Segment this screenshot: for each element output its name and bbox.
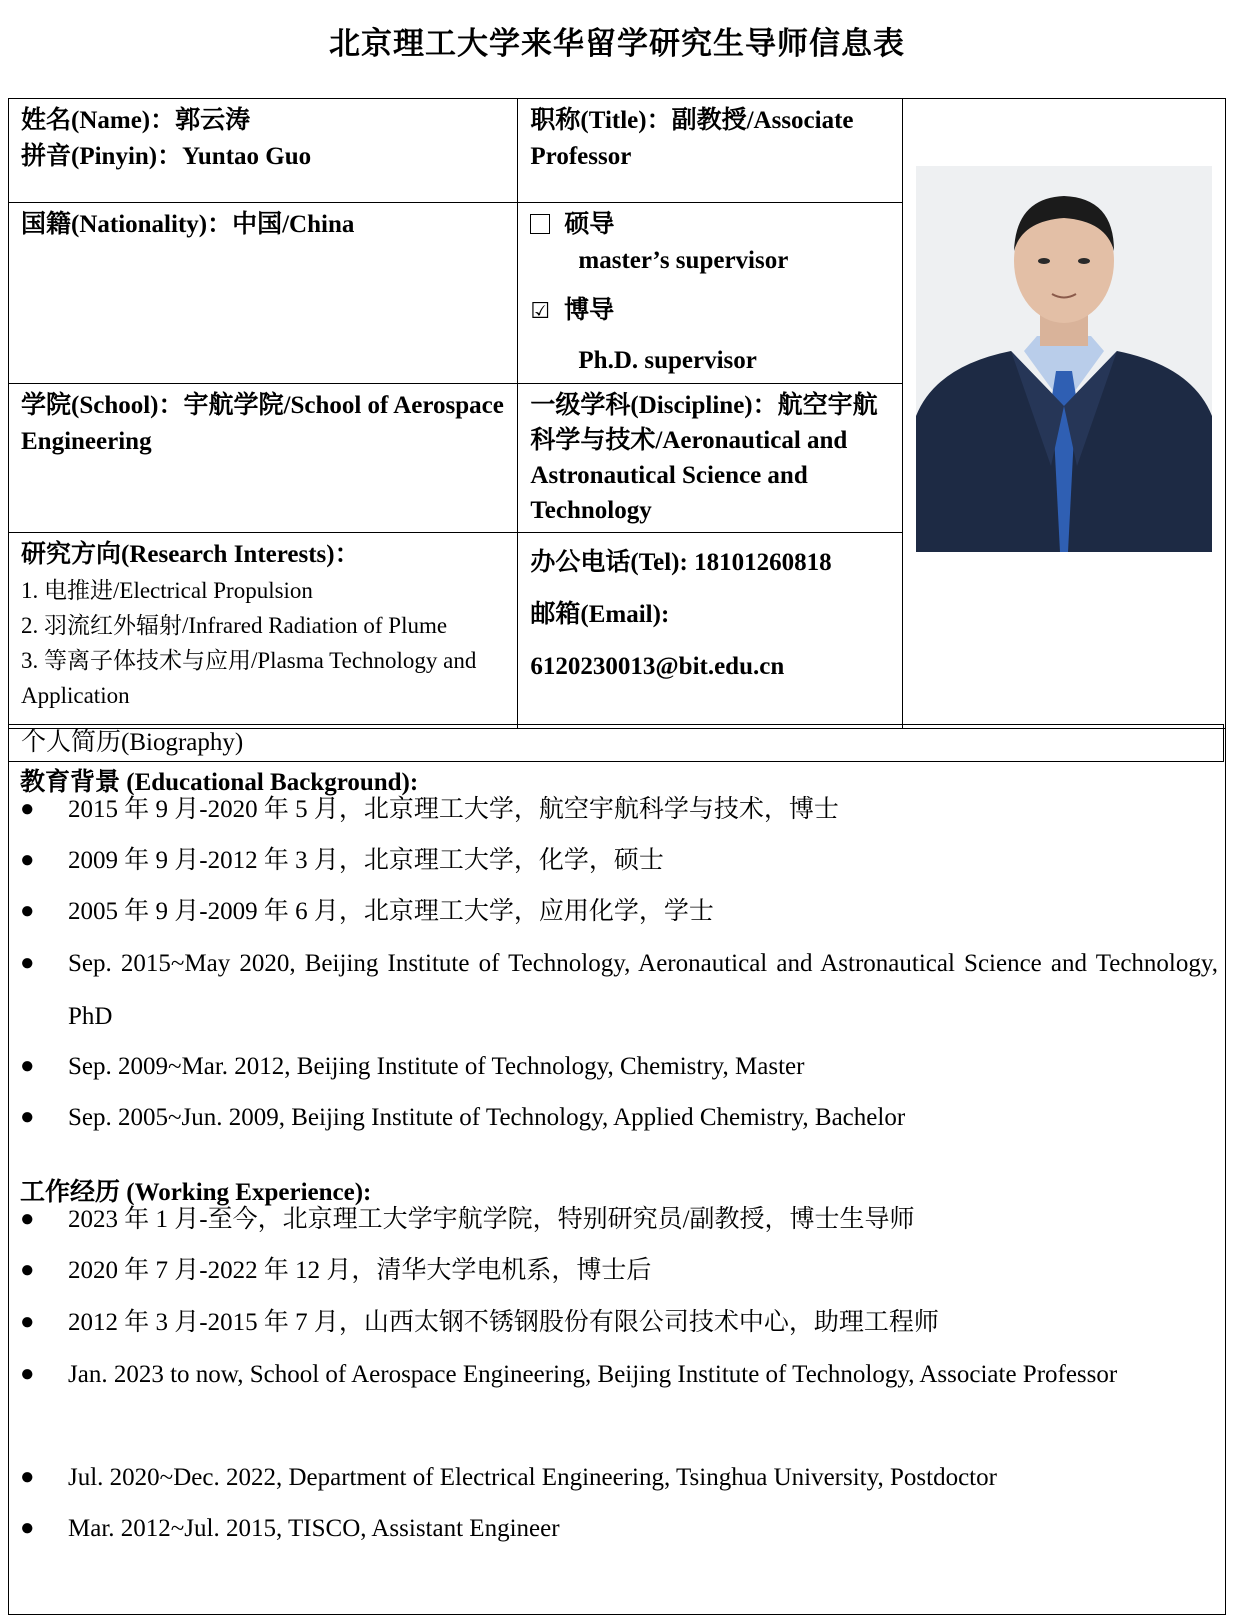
discipline-label: 一级学科(Discipline)： [530,392,778,419]
work-title: 工作经历 (Working Experience): [20,1179,372,1206]
education-item: Sep. 2015~May 2020, Beijing Institute of Technology, Aeronautical and Astronautical Science and Technology, PhD [68,950,1218,1030]
school-value: 宇航学院/School of Aerospace Engineering [21,392,504,455]
list-item [20,1244,1218,1297]
work-item: 2020 年 7 月-2022 年 12 月，清华大学电机系，博士后 [68,1257,652,1284]
research-item: 3. 等离子体技术与应用/Plasma Technology and Application [21,648,477,708]
list-item [20,1193,1218,1246]
phd-cn: 博导 [564,297,615,324]
bullet-icon: ● [20,1309,35,1335]
education-item: Sep. 2009~Mar. 2012, Beijing Institute of Technology, Chemistry, Master [68,1053,805,1080]
education-item: 2009 年 9 月-2012 年 3 月，北京理工大学，化学，硕士 [68,847,664,874]
list-item [20,1040,1218,1093]
nationality-label: 国籍(Nationality)： [21,211,233,238]
list-item [20,1296,1218,1349]
pinyin-value: Yuntao Guo [182,143,312,170]
education-title: 教育背景 (Educational Background): [20,769,419,796]
master-checkbox[interactable] [530,214,550,234]
phd-checkbox[interactable]: ☑ [530,298,551,323]
phd-en: Ph.D. supervisor [578,347,757,374]
education-item: Sep. 2005~Jun. 2009, Beijing Institute of Technology, Applied Chemistry, Bachelor [68,1104,906,1131]
list-item [20,834,1218,887]
supervisor-cell [518,203,903,384]
contact-cell [518,533,903,729]
bullet-icon: ● [20,898,35,924]
page-title: 北京理工大学来华留学研究生导师信息表 [329,26,905,61]
master-cn: 硕导 [564,211,615,238]
pinyin-label: 拼音(Pinyin)： [21,143,183,170]
tel-value: 18101260818 [694,549,832,576]
email-label: 邮箱(Email): [530,601,670,628]
education-item: 2015 年 9 月-2020 年 5 月，北京理工大学，航空宇航科学与技术，博士 [68,796,839,823]
name-label: 姓名(Name)： [21,107,176,134]
bullet-icon: ● [20,1361,35,1387]
education-item: 2005 年 9 月-2009 年 6 月，北京理工大学，应用化学，学士 [68,898,714,925]
school-label: 学院(School)： [21,392,184,419]
tel-label: 办公电话(Tel): [530,549,695,576]
bullet-icon: ● [20,1053,35,1079]
email-value[interactable]: 6120230013@bit.edu.cn [530,653,785,680]
work-item: Mar. 2012~Jul. 2015, TISCO, Assistant Engineer [68,1515,560,1542]
list-item [20,885,1218,938]
list-item [20,937,1218,1043]
name-value: 郭云涛 [175,107,251,134]
portrait-photo [916,166,1212,552]
work-item: 2012 年 3 月-2015 年 7 月，山西太钢不锈钢股份有限公司技术中心，助理工程师 [68,1309,939,1336]
discipline-cell [518,384,903,533]
work-item: Jul. 2020~Dec. 2022, Department of Electrical Engineering, Tsinghua University, Postdoctor [68,1464,997,1491]
research-item: 1. 电推进/Electrical Propulsion [21,578,313,603]
bullet-icon: ● [20,847,35,873]
master-en: master’s supervisor [578,247,789,274]
list-item [20,1348,1218,1401]
title-value: 副教授/Associate Professor [530,107,854,170]
list-item [20,1091,1218,1144]
research-label: 研究方向(Research Interests)： [21,541,360,568]
work-item: 2023 年 1 月-至今，北京理工大学宇航学院，特别研究员/副教授，博士生导师 [68,1206,915,1233]
school-cell [9,384,518,533]
research-cell [9,533,518,729]
title-label: 职称(Title)： [530,107,672,134]
nationality-cell [9,203,518,384]
bullet-icon: ● [20,950,35,976]
bullet-icon: ● [20,1464,35,1490]
bullet-icon: ● [20,1257,35,1283]
bullet-icon: ● [20,1206,35,1232]
nationality-value: 中国/China [232,211,355,238]
discipline-value: 航空宇航科学与技术/Aeronautical and Astronautical Science and Technology [530,392,878,524]
biography-heading: 个人简历(Biography) [8,724,1224,762]
research-item: 2. 羽流红外辐射/Infrared Radiation of Plume [21,613,448,638]
name-cell [9,99,518,203]
list-item [20,783,1218,836]
bullet-icon: ● [20,1104,35,1130]
list-item [20,1451,1218,1504]
list-item [20,1502,1218,1555]
title-cell [518,99,903,203]
bullet-icon: ● [20,1515,35,1541]
bullet-icon: ● [20,796,35,822]
work-item: Jan. 2023 to now, School of Aerospace Engineering, Beijing Institute of Technology, Associate Professor [68,1361,1118,1388]
